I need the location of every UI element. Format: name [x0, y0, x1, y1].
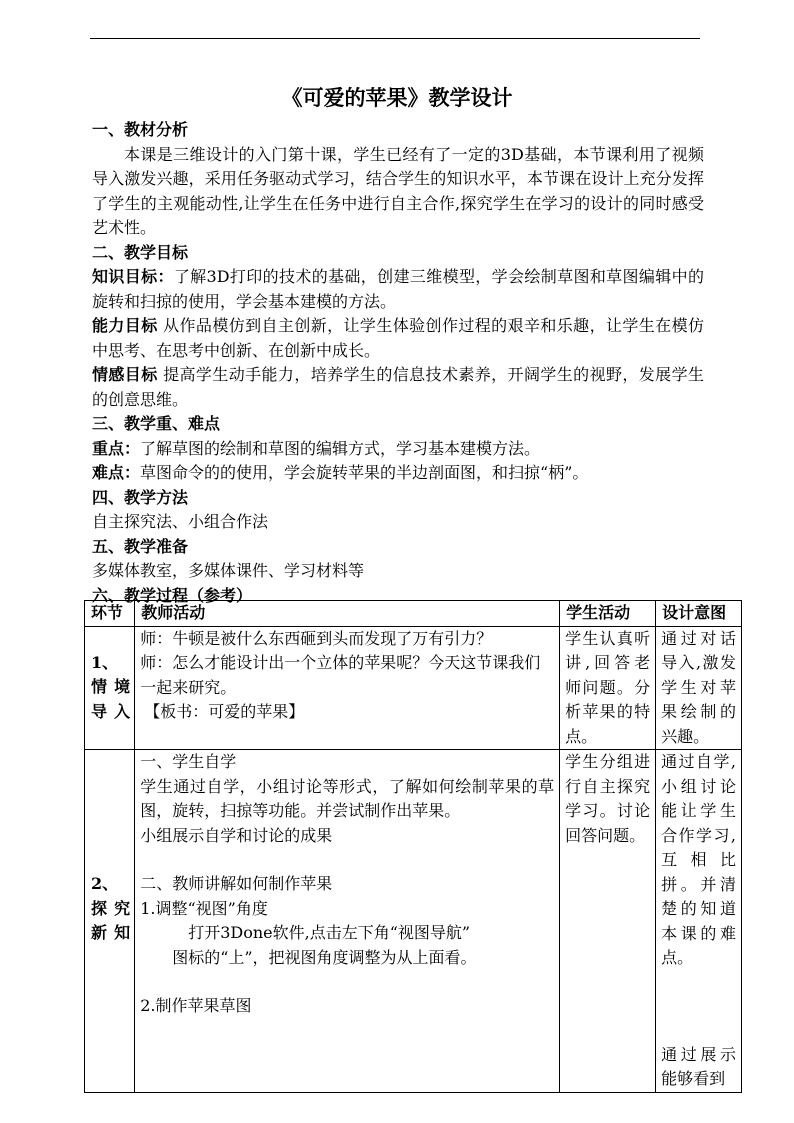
- goal-emotion-label: 情感目标: [92, 365, 158, 384]
- stage-name-line2: 导入: [91, 701, 131, 721]
- table-row: [85, 626, 742, 750]
- stage-number: 2、: [91, 874, 119, 893]
- header-student: 学生活动: [560, 601, 656, 627]
- stage-cell: [85, 750, 135, 1093]
- stage-cell: [85, 626, 135, 750]
- header-teacher: 教师活动: [135, 601, 560, 627]
- stage-name-line1: 情境: [91, 677, 131, 696]
- goal-ability-text: 从作品模仿到自主创新，让学生体验创作过程的艰辛和乐趣，让学生在模仿中思考、在思考中创新、在创新中成长。: [92, 316, 704, 360]
- section-heading-1: 一、教材分析: [92, 120, 189, 139]
- student-activity-cell: 学生分组进行自主探究学习。讨论回答问题。: [560, 750, 656, 1093]
- document-title: 《可爱的苹果》教学设计: [281, 85, 513, 110]
- goal-knowledge: [92, 265, 704, 314]
- teacher-line: 打开3Done软件,点击左下角“视图导航”: [188, 923, 471, 942]
- design-intent-text: 通过展示能够看到: [661, 1044, 736, 1088]
- goal-ability: [92, 314, 704, 363]
- key-point: [92, 437, 704, 462]
- section-text-5: 多媒体教室，多媒体课件、学习材料等: [92, 561, 365, 580]
- document-body: [92, 118, 704, 608]
- header-rule: [90, 38, 700, 39]
- section-heading-4: 四、教学方法: [92, 487, 189, 507]
- teacher-line: 2.制作苹果草图: [140, 996, 252, 1015]
- goal-emotion: [92, 363, 704, 412]
- stage-name-line1: 探究: [91, 898, 131, 918]
- goal-knowledge-text: 了解3D打印的技术的基础，创建三维模型，学会绘制草图和草图编辑中的旋转和扫掠的使用，学会基本建模的方法。: [92, 267, 704, 311]
- goal-emotion-text: 提高学生动手能力，培养学生的信息技术素养，开阔学生的视野，发展学生的创意思维。: [92, 365, 704, 409]
- teacher-line: 图标的“上”，把视图角度调整为从上面看。: [172, 947, 477, 967]
- header-stage: 环节: [85, 601, 135, 627]
- goal-ability-label: 能力目标: [92, 316, 158, 335]
- teacher-line: 学生通过自学，小组讨论等形式，了解如何绘制苹果的草图，旋转，扫掠等功能。并尝试制作出苹果。: [140, 776, 555, 820]
- teacher-activity-cell: [135, 626, 560, 750]
- table-row: [85, 750, 742, 1093]
- teacher-line: 师：怎么才能设计出一个立体的苹果呢？今天这节课我们一起来研究。: [140, 653, 541, 697]
- header-intent: 设计意图: [656, 601, 742, 627]
- teacher-line: 【板书：可爱的苹果】: [144, 702, 305, 721]
- difficult-point-text: 草图命令的的使用，学会旋转苹果的半边剖面图，和扫掠“柄”。: [140, 463, 589, 482]
- stage-number: 1、: [91, 652, 119, 672]
- teacher-line: 1.调整“视图”角度: [140, 898, 268, 918]
- design-intent-cell: [656, 750, 742, 1093]
- stage-name-line2: 新知: [91, 923, 131, 942]
- section-heading-3: 三、教学重、难点: [92, 414, 221, 433]
- section-heading-5: 五、教学准备: [92, 536, 189, 556]
- design-intent-cell: 通过对话导入,激发学生对苹果绘制的兴趣。: [656, 626, 742, 750]
- section-heading-6: 六、教学过程（参考）: [92, 585, 253, 605]
- teacher-line: 一、学生自学: [140, 752, 237, 771]
- difficult-point-label: 难点：: [92, 463, 141, 482]
- teaching-process-table: [84, 600, 742, 1093]
- key-point-label: 重点：: [92, 438, 141, 458]
- section-text-4: 自主探究法、小组合作法: [92, 512, 269, 531]
- teacher-activity-cell: [135, 750, 560, 1093]
- teacher-line: 师：牛顿是被什么东西砸到头而发现了万有引力？: [140, 628, 493, 648]
- goal-knowledge-label: 知识目标：: [92, 267, 174, 286]
- design-intent-text: 通过自学,小组讨论能让学生合作学习,互相比拼。并清楚的知道本课的难点。: [661, 752, 736, 967]
- key-point-text: 了解草图的绘制和草图的编辑方式，学习基本建模方法。: [140, 438, 541, 458]
- student-activity-cell: 学生认真听讲,回答老师问题。分析苹果的特点。: [560, 626, 656, 750]
- teacher-line: 小组展示自学和讨论的成果: [140, 825, 333, 845]
- section-heading-2: 二、教学目标: [92, 242, 189, 262]
- teacher-line: 二、教师讲解如何制作苹果: [140, 874, 333, 893]
- difficult-point: [92, 461, 704, 486]
- table-header-row: [85, 601, 742, 627]
- section-text-1: 本课是三维设计的入门第十课，学生已经有了一定的3D基础，本节课利用了视频导入激发兴趣，采用任务驱动式学习，结合学生的知识水平，本节课在设计上充分发挥了学生的主观能动性,让学生在任务中进行自主合作,探究学生在学习的设计的同时感受艺术性。: [92, 144, 704, 237]
